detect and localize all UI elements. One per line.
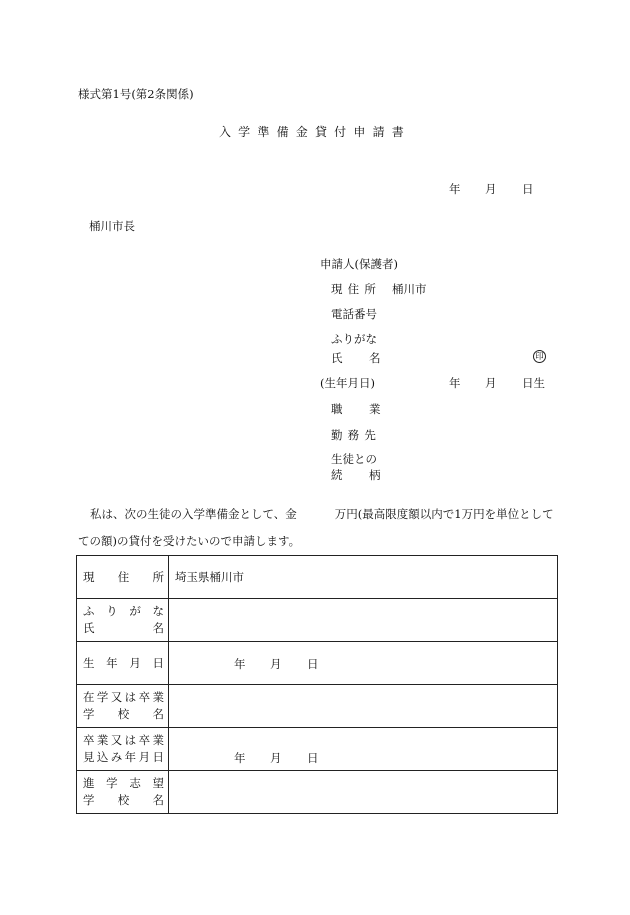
student-furigana-label: ふ り が な bbox=[83, 604, 164, 618]
value-cell[interactable] bbox=[169, 685, 558, 728]
school-label-2: 学 校 名 bbox=[83, 707, 164, 721]
value-cell[interactable] bbox=[169, 771, 558, 814]
target-label-2: 学 校 名 bbox=[83, 793, 164, 807]
grad-day: 日 bbox=[307, 751, 319, 765]
birth-year: 年 bbox=[234, 657, 246, 671]
applicant-workplace-label: 勤務先 bbox=[331, 428, 382, 442]
birth-day: 日 bbox=[307, 657, 319, 671]
applicant-address-value: 桶川市 bbox=[392, 282, 427, 296]
statement-part1: 私は、次の生徒の入学準備金として、金 bbox=[90, 507, 297, 521]
applicant-occupation-label: 職業 bbox=[331, 402, 407, 416]
applicant-birth-month: 月 bbox=[485, 376, 497, 390]
date-year: 年 bbox=[449, 182, 461, 196]
applicant-birth-day: 日生 bbox=[522, 376, 545, 390]
date-day: 日 bbox=[522, 182, 534, 196]
applicant-phone-label: 電話番号 bbox=[331, 307, 377, 321]
birth-month: 月 bbox=[270, 657, 282, 671]
statement-part2: 万円(最高限度額以内で1万円を単位として bbox=[334, 507, 554, 521]
table-row bbox=[77, 642, 558, 685]
label-cell bbox=[77, 599, 169, 642]
student-info-table bbox=[76, 555, 558, 814]
school-label-1: 在 学 又 は 卒 業 bbox=[83, 690, 164, 704]
addressee: 桶川市長 bbox=[89, 219, 135, 233]
table-row bbox=[77, 728, 558, 771]
student-name-label: 氏 名 bbox=[83, 621, 164, 635]
grad-label-1: 卒 業 又 は 卒 業 bbox=[83, 733, 164, 747]
table-row bbox=[77, 556, 558, 599]
form-title: 入学準備金貸付申請書 bbox=[218, 125, 411, 139]
label-cell bbox=[77, 642, 169, 685]
applicant-heading: 申請人(保護者) bbox=[320, 257, 398, 271]
student-address-label: 現 住 所 bbox=[83, 569, 164, 584]
applicant-address-label: 現住所 bbox=[331, 282, 382, 296]
grad-year: 年 bbox=[234, 751, 246, 765]
applicant-birth-year: 年 bbox=[449, 376, 461, 390]
statement-paragraph bbox=[78, 501, 562, 555]
value-cell[interactable] bbox=[169, 599, 558, 642]
student-address-value: 埼玉県桶川市 bbox=[175, 570, 244, 584]
label-cell bbox=[77, 771, 169, 814]
applicant-relation-label-2: 続柄 bbox=[331, 468, 407, 482]
applicant-relation-label-1: 生徒との bbox=[331, 452, 377, 466]
statement-part3: ての額)の貸付を受けたいので申請します。 bbox=[78, 534, 301, 548]
value-cell[interactable] bbox=[169, 728, 558, 771]
label-cell bbox=[77, 556, 169, 599]
label-cell bbox=[77, 685, 169, 728]
seal-mark: 印 bbox=[533, 350, 546, 363]
applicant-furigana-label: ふりがな bbox=[331, 332, 377, 346]
table-row bbox=[77, 685, 558, 728]
value-cell[interactable] bbox=[169, 556, 558, 599]
grad-label-2: 見 込 み 年 月 日 bbox=[83, 750, 164, 764]
form-number: 様式第1号(第2条関係) bbox=[78, 87, 194, 101]
applicant-birth-label: (生年月日) bbox=[320, 376, 375, 390]
grad-month: 月 bbox=[270, 751, 282, 765]
value-cell[interactable] bbox=[169, 642, 558, 685]
date-month: 月 bbox=[485, 182, 497, 196]
table-row bbox=[77, 599, 558, 642]
target-label-1: 進 学 志 望 bbox=[83, 776, 164, 790]
label-cell bbox=[77, 728, 169, 771]
applicant-name-label: 氏名 bbox=[331, 351, 407, 365]
student-birth-label: 生 年 月 日 bbox=[83, 655, 164, 670]
table-row bbox=[77, 771, 558, 814]
